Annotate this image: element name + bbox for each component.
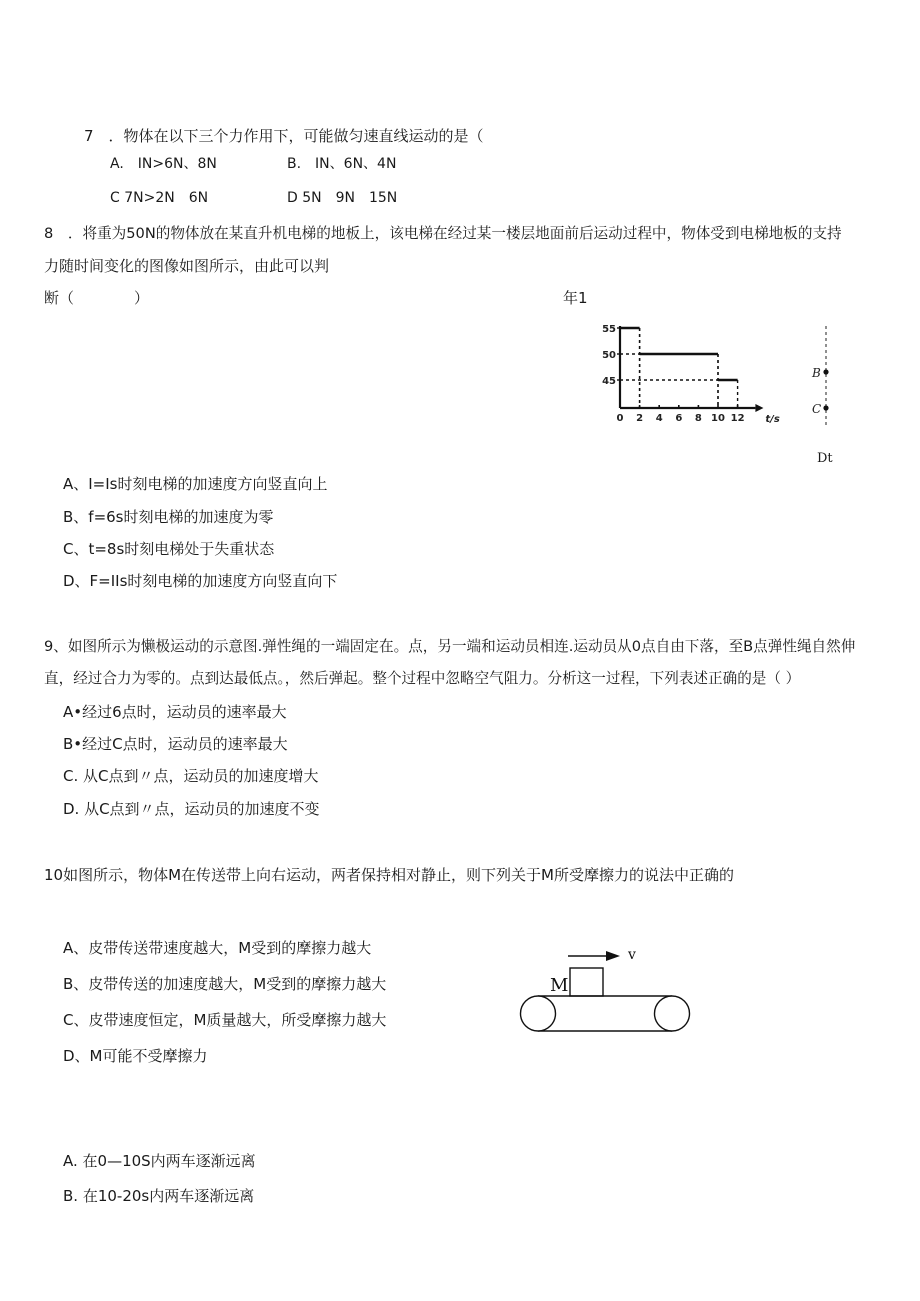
q8-option-d: D、F=IIs时刻电梯的加速度方向竖直向下: [63, 572, 338, 590]
x-tick-label: 4: [655, 413, 663, 424]
point-c-label: C: [812, 402, 822, 416]
y-tick-label: 45: [602, 376, 616, 387]
x-axis-arrow: [755, 404, 763, 412]
mass-block: [570, 968, 603, 996]
q8-option-c: C、t=8s时刻电梯处于失重状态: [63, 540, 275, 558]
x-tick-label: 12: [730, 413, 745, 424]
q9-option-b: B•经过C点时，运动员的速率最大: [63, 735, 288, 753]
bungee-point-diagram: [810, 320, 840, 430]
q10-stem: 10如图所示，物体M在传送带上向右运动，两者保持相对静止，则下列关于M所受摩擦力的说法中正确的: [44, 866, 734, 884]
x-tick-label: 0: [616, 413, 624, 424]
left-pulley: [521, 996, 556, 1031]
x-tick-label: 10: [711, 413, 725, 424]
q11-option-a: A. 在0—10S内两车逐渐远离: [63, 1152, 256, 1170]
q10-option-a: A、皮带传送带速度越大，M受到的摩擦力越大: [63, 939, 372, 957]
y-tick-label: 55: [602, 324, 616, 335]
velocity-label: v: [628, 947, 636, 963]
q9-option-c: C. 从C点到〃点，运动员的加速度增大: [63, 767, 319, 785]
y-tick-label: 50: [602, 350, 616, 361]
q9-stem-line1: 9、如图所示为懒极运动的示意图.弹性绳的一端固定在。点，另一端和运动员相连.运动员从0点自由下落，至B点弹性绳自然伸: [44, 638, 856, 655]
q7-option-d: D 5N 9N 15N: [287, 190, 398, 204]
q9-option-a: A•经过6点时，运动员的速率最大: [63, 703, 287, 721]
q7-stem: 7 ．物体在以下三个力作用下，可能做匀速直线运动的是（: [84, 127, 484, 145]
velocity-arrow-head: [606, 951, 620, 961]
q8-stem-line1: 8 ．将重为50N的物体放在某直升机电梯的地板上，该电梯在经过某一楼层地面前后运动过程中，物体受到电梯地板的支持: [44, 225, 842, 242]
q10-option-d: D、M可能不受摩擦力: [63, 1047, 208, 1065]
q8-option-b: B、f=6s时刻电梯的加速度为零: [63, 508, 274, 526]
x-tick-label: 2: [636, 413, 644, 424]
right-pulley: [655, 996, 690, 1031]
q8-figure-label: 年1: [563, 289, 588, 307]
q9-stem-line2: 直，经过合力为零的。点到达最低点。，然后弹起。整个过程中忽略空气阻力。分析这一过程，下列表述正确的是（ ）: [44, 670, 801, 687]
mass-label: M: [550, 975, 569, 996]
x-axis-label: t/s: [765, 414, 780, 425]
point-c-dot: [823, 405, 828, 410]
q7-option-b: B. IN、6N、4N: [287, 156, 397, 172]
x-tick-label: 6: [675, 413, 683, 424]
conveyor-belt-diagram: [510, 940, 700, 1040]
q9-option-d: D. 从C点到〃点，运动员的加速度不变: [63, 800, 320, 818]
q8-option-a: A、I=Is时刻电梯的加速度方向竖直向上: [63, 475, 328, 493]
x-tick-label: 8: [694, 413, 702, 424]
q8-stem-line3: 断（ ）: [44, 289, 150, 307]
q10-option-c: C、皮带速度恒定，M质量越大，所受摩擦力越大: [63, 1011, 387, 1029]
force-time-chart: [600, 320, 830, 430]
q8-figure-caption: Dt: [817, 451, 833, 466]
q7-option-c: C 7N>2N 6N: [110, 190, 209, 204]
q8-stem-line2: 力随时间变化的图像如图所示，由此可以判: [44, 257, 330, 275]
q10-option-b: B、皮带传送的加速度越大，M受到的摩擦力越大: [63, 975, 387, 993]
point-b-dot: [823, 369, 828, 374]
point-b-label: B: [812, 366, 821, 380]
q7-option-a: A. IN>6N、8N: [110, 156, 217, 172]
q11-option-b: B. 在10-20s内两车逐渐远离: [63, 1187, 255, 1205]
